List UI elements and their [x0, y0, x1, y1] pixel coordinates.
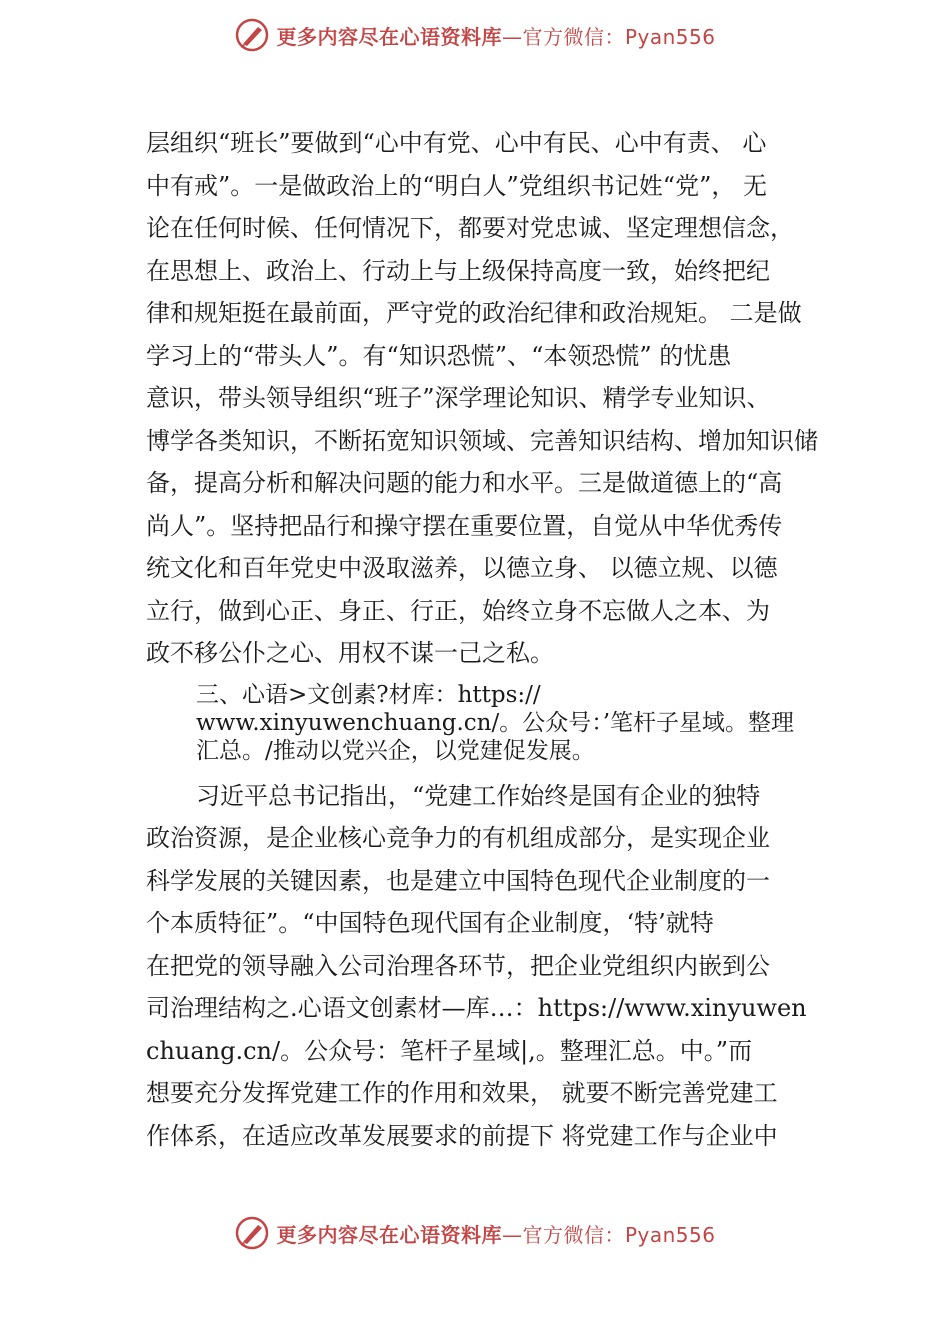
heading-line: www.xinyuwenchuang.cn/。公众号：’笔杆子星域。整理 [196, 709, 795, 736]
pen-logo-icon [234, 17, 270, 53]
text-line: 立行，做到心正、身正、行正，始终立身不忘做人之本、为 [146, 596, 770, 625]
pen-logo-icon [234, 1215, 270, 1251]
text-line: 论在任何时候、任何情况下，都要对党忠诚、坚定理想信念， [146, 214, 794, 242]
heading-line: 汇总。/推动以党兴企，以党建促发展。 [196, 737, 595, 764]
text-line: 司治理结构之.心语文创素材—库…：https://www.xinyuwen [146, 994, 807, 1022]
text-line: 作体系，在适应改革发展要求的前提下 将党建工作与企业中 [146, 1121, 778, 1150]
header-banner [0, 15, 950, 55]
text-line: 备，提高分析和解决问题的能力和水平。三是做道德上的“高 [146, 469, 783, 497]
heading-line: 三、心语>文创素?材库：https:// [196, 681, 541, 708]
text-line: 学习上的“带头人”。有“知识恐慌”、“本领恐慌” 的忧患 [146, 341, 732, 370]
text-line: 尚人”。坚持把品行和操守摆在重要位置，自觉从中华优秀传 [146, 511, 783, 540]
text-line: 中有戒”。一是做政治上的“明白人”党组织书记姓“党”， 无 [146, 171, 767, 200]
text-line: chuang.cn/。公众号：笔杆子星域|,。整理汇总。中。”而 [146, 1036, 753, 1065]
footer-banner [0, 1213, 950, 1253]
paragraph-1 [146, 122, 826, 675]
text-line: 统文化和百年党史中汲取滋养，以德立身、 以德立规、以德 [146, 554, 778, 582]
text-line: 习近平总书记指出，“党建工作始终是国有企业的独特 [196, 781, 761, 810]
text-line: 个本质特征”。“中国特色现代国有企业制度，‘特’就特 [146, 909, 714, 937]
text-line: 博学各类知识，不断拓宽知识领域、完善知识结构、增加知识储 [146, 426, 818, 455]
banner-text: 更多内容尽在心语资料库—官方微信：Pyan556 [276, 1222, 716, 1247]
banner-text: 更多内容尽在心语资料库—官方微信：Pyan556 [276, 24, 716, 49]
text-line: 在把党的领导融入公司治理各环节，把企业党组织内嵌到公 [146, 951, 770, 980]
text-line: 政不移公仆之心、用权不谋一己之私。 [146, 639, 554, 667]
text-line: 意识，带头领导组织“班子”深学理论知识、精学专业知识、 [146, 384, 771, 412]
text-line: 层组织“班长”要做到“心中有党、心中有民、心中有责、 心 [146, 129, 767, 157]
text-line: 在思想上、政治上、行动上与上级保持高度一致，始终把纪 [146, 256, 770, 285]
text-line: 科学发展的关键因素，也是建立中国特色现代企业制度的一 [146, 866, 770, 895]
paragraph-2 [146, 775, 826, 1158]
section-heading [146, 681, 826, 765]
text-line: 律和规矩挺在最前面，严守党的政治纪律和政治规矩。 二是做 [146, 299, 802, 327]
text-line: 想要充分发挥党建工作的作用和效果， 就要不断完善党建工 [146, 1079, 778, 1107]
text-line: 政治资源，是企业核心竞争力的有机组成部分，是实现企业 [146, 824, 770, 852]
document-body [146, 122, 826, 1157]
